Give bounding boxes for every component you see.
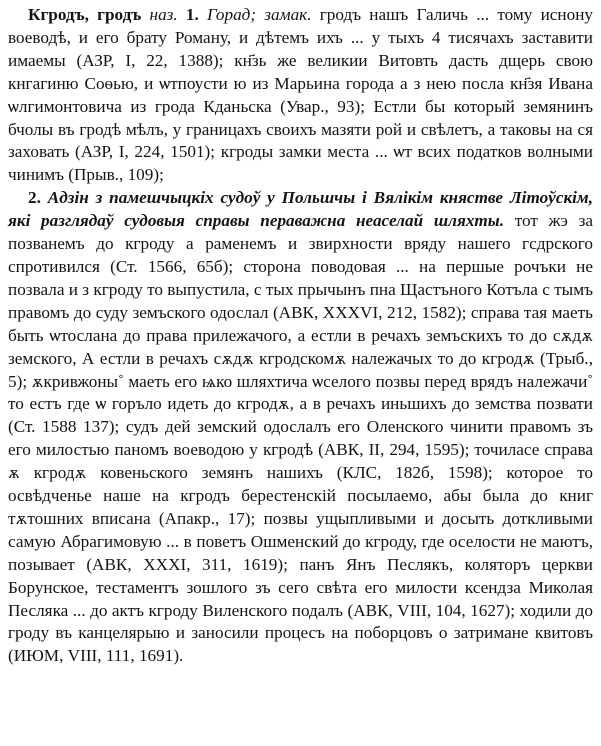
entry-sense-2	[8, 187, 593, 668]
entry-sense-1	[8, 4, 593, 187]
sense-1-definition: Горад; замак.	[207, 5, 312, 24]
sense-2-definition: Адзін з памешчыцкіх судоў у Польшчы і Вялікім княстве Літоўскім, які разглядаў судовыя справы пераважна неаселай шляхты.	[8, 188, 593, 231]
sense-1-number: 1.	[185, 5, 199, 24]
sense-2-citations: тот жэ за позванемъ до кгроду а раменемъ и звирхности вряду нашего гсдрского спротивился (Ст. 1566, 65б); сторона поводовая ... на першые рочъки не позвала и з кгроду то выпустила, с тых прычынъ пна Щастъного Котъла с тымъ правомъ до суду земъского одослал (АВК, XXXVI, 212, 1582); справа тая маеть быть ѡтослана до права прилежачого, а естли в речахъ земъскихъ то до сѫдѫ земского, А естли в речахъ сѫдѫ кгродскомѫ належачых то до кгродѫ (Трыб., 5); ѫкривжоны˚ маеть его ѩко шляхтича ѡселого позвы перед врядъ належачи˚ то естъ где ѡ горъло идеть до кгродѫ, а в речахъ иньшихъ до земства позвати (Ст. 1588 137); судъ дей земский одослалъ его Оленского чинити правомъ зъ его милостью паномъ воеводою у кгродѣ (АВК, II, 294, 1595); точиласе справа ѫ кгродѫ ковеньского земянъ нашихъ (КЛС, 182б, 1598); которое то освѣдченье наше на кгродъ берестенскій посылаемо, абы была до книг тѫтошних вписана (Апакр., 17); позвы ущыпливыми и досыть доткливыми самую Абрагимовую ... в поветъ Ошменский до кгроду, где оселости не маютъ, позывает (АВК, XXXI, 311, 1619); панъ Янъ Песлякъ, коляторъ церкви Борунское, тестаментъ зошлого зъ сего свѣта его милости ксендза Миколая Песляка ... до актъ кгроду Виленского подалъ (АВК, VIII, 104, 1627); ходили до гроду въ канцелярыю и заносили процесъ на поборцовъ о затримане квитовъ (ИЮМ, VIII, 111, 1691).	[8, 211, 593, 666]
sense-1-citations: гродъ нашъ Галичь ... тому иснону воеводѣ, и его брату Роману, и дѣтемъ ихъ ... у тыхъ 4 тисячахъ заставити имаемы (АЗР, I, 22, 1388); кн҃зь же великии Витовть дасть дщерь свою кнгагиню Соѳью, и ѡтпоусти ю из Марьина города а з нею посла кн҃зя Ивана ѡлгимонтовича из грода Кданьска (Увар., 93); Естли бы который земянинъ бчолы въ гродѣ мѣлъ, у границахъ своихъ мазяти рой и свѣлетъ, а таковы на ся заховать (АЗР, I, 224, 1501); кгроды замки места ... ѡт всих податков волными чинимъ (Прыв., 109);	[8, 5, 593, 185]
sense-2-number: 2.	[28, 188, 41, 208]
entry-headword: Кгродъ, гродъ	[28, 5, 142, 24]
entry-grammar: наз.	[149, 5, 178, 24]
